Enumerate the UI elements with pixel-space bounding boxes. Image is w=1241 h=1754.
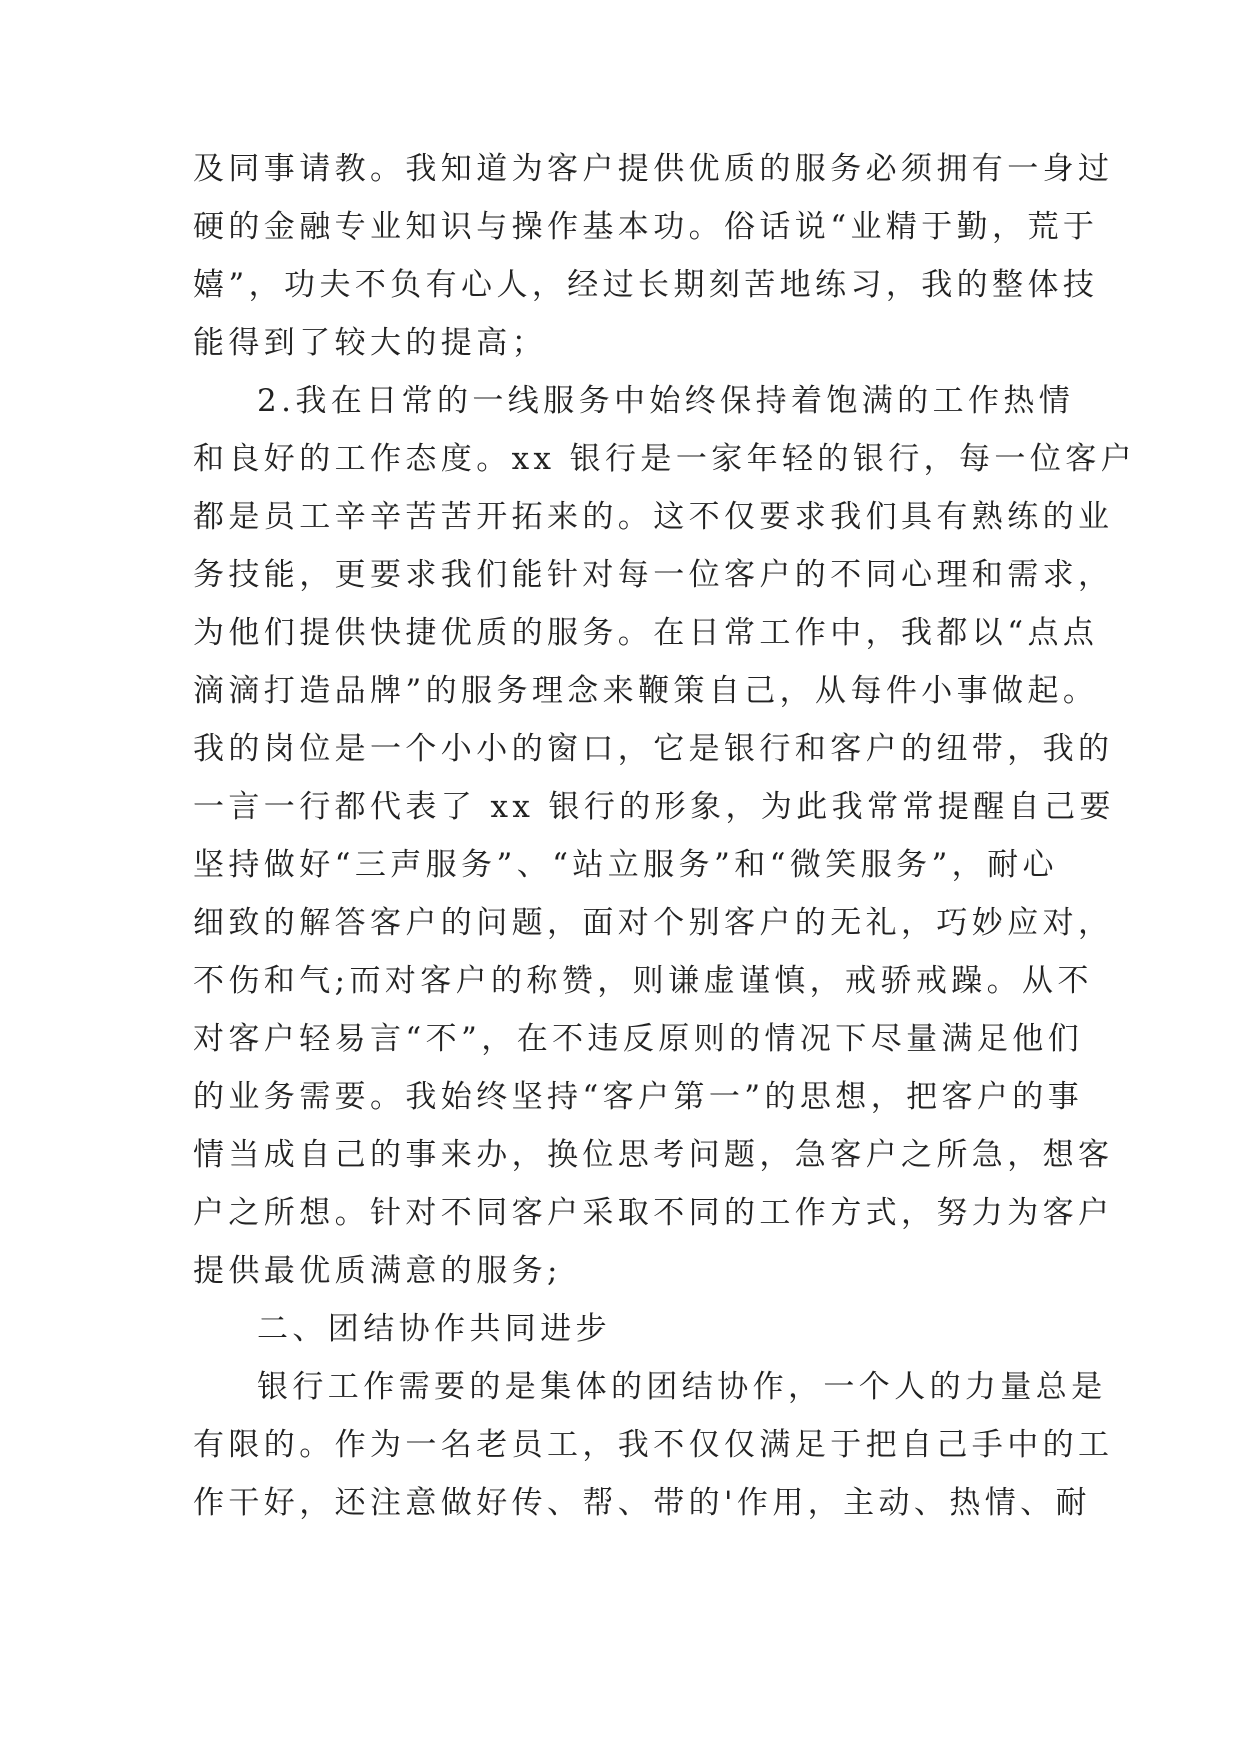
text-line: 都是员工辛辛苦苦开拓来的。这不仅要求我们具有熟练的业 [193,499,1114,535]
text-line: 二、团结协作共同进步 [257,1311,611,1347]
text-line: 2.我在日常的一线服务中始终保持着饱满的工作热情 [257,383,1075,419]
text-line: 及同事请教。我知道为客户提供优质的服务必须拥有一身过 [193,151,1114,187]
text-line: 银行工作需要的是集体的团结协作，一个人的力量总是 [257,1369,1107,1405]
text-line: 的业务需要。我始终坚持“客户第一”的思想，把客户的事 [193,1079,1084,1115]
text-line: 情当成自己的事来办，换位思考问题，急客户之所急，想客 [193,1137,1114,1173]
text-line: 对客户轻易言“不”，在不违反原则的情况下尽量满足他们 [193,1021,1084,1057]
text-line: 嬉”，功夫不负有心人，经过长期刻苦地练习，我的整体技 [193,267,1099,303]
text-line: 务技能，更要求我们能针对每一位客户的不同心理和需求， [193,557,1114,593]
text-line: 作干好，还注意做好传、帮、带的'作用，主动、热情、耐 [193,1485,1091,1521]
text-line: 户之所想。针对不同客户采取不同的工作方式，努力为客户 [193,1195,1114,1231]
text-line: 有限的。作为一名老员工，我不仅仅满足于把自己手中的工 [193,1427,1114,1463]
text-line: 坚持做好“三声服务”、“站立服务”和“微笑服务”，耐心 [193,847,1058,883]
text-line: 和良好的工作态度。xx 银行是一家年轻的银行，每一位客户 [193,441,1137,477]
text-line: 提供最优质满意的服务; [193,1253,562,1289]
text-line: 不伤和气;而对客户的称赞，则谦虚谨慎，戒骄戒躁。从不 [193,963,1093,999]
text-line: 滴滴打造品牌”的服务理念来鞭策自己，从每件小事做起。 [193,673,1099,709]
text-line: 硬的金融专业知识与操作基本功。俗话说“业精于勤，荒于 [193,209,1099,245]
text-line: 我的岗位是一个小小的窗口，它是银行和客户的纽带，我的 [193,731,1114,767]
text-line: 为他们提供快捷优质的服务。在日常工作中，我都以“点点 [193,615,1099,651]
document-body [193,140,1137,1532]
text-line: 一言一行都代表了 xx 银行的形象，为此我常常提醒自己要 [193,789,1115,825]
text-line: 能得到了较大的提高； [193,325,547,361]
text-line: 细致的解答客户的问题，面对个别客户的无礼，巧妙应对， [193,905,1114,941]
